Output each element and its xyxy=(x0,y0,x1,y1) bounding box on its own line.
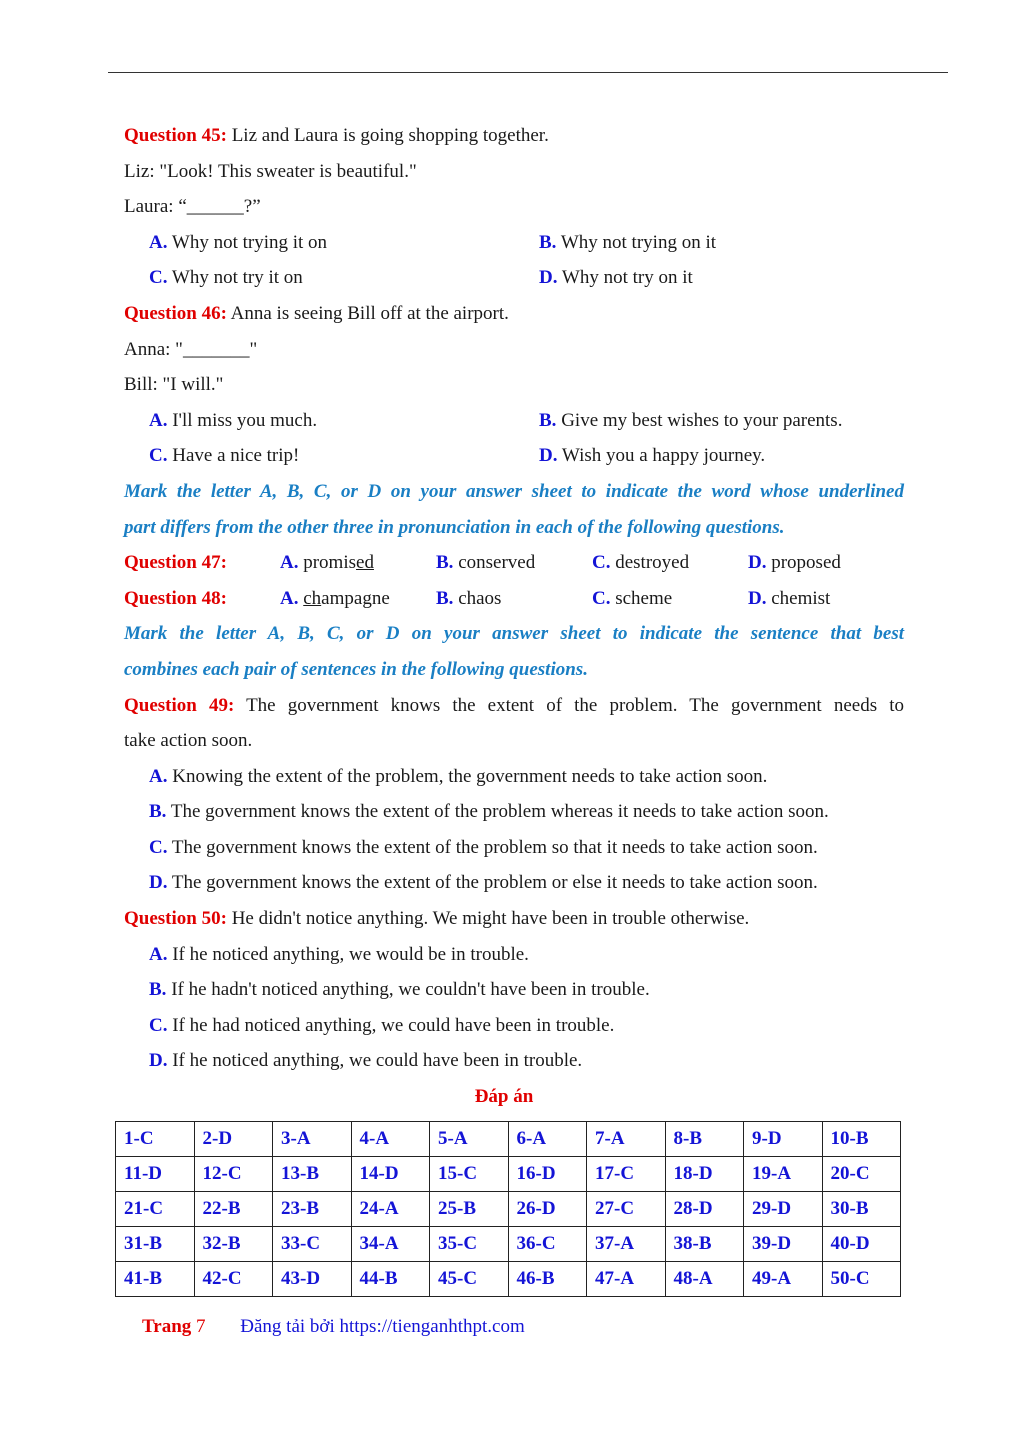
answer-cell: 23-B xyxy=(273,1192,352,1227)
option-a: A. champagne xyxy=(280,587,390,609)
answer-cell: 35-C xyxy=(430,1227,509,1262)
option-c: C. Why not try it on xyxy=(149,267,303,289)
option-c: C. If he had noticed anything, we could have been in trouble. xyxy=(149,1014,615,1036)
options-row xyxy=(124,403,904,439)
option-d: D. Why not try on it xyxy=(539,267,693,289)
options-row xyxy=(124,260,904,296)
answer-cell: 11-D xyxy=(116,1157,195,1192)
answer-cell: 24-A xyxy=(351,1192,430,1227)
answer-cell: 6-A xyxy=(508,1122,587,1157)
answer-cell: 37-A xyxy=(587,1227,666,1262)
answer-cell: 2-D xyxy=(194,1122,273,1157)
question-48 xyxy=(124,581,904,617)
question-50 xyxy=(124,901,904,937)
answer-cell: 47-A xyxy=(587,1262,666,1297)
answer-cell: 13-B xyxy=(273,1157,352,1192)
answer-cell: 27-C xyxy=(587,1192,666,1227)
answer-cell: 12-C xyxy=(194,1157,273,1192)
answer-cell: 43-D xyxy=(273,1262,352,1297)
question-label: Question 49: xyxy=(124,694,235,716)
option-d: D. chemist xyxy=(748,587,831,609)
answer-cell: 49-A xyxy=(744,1262,823,1297)
answer-key-title: Đáp án xyxy=(474,1086,534,1108)
answer-cell: 46-B xyxy=(508,1262,587,1297)
section-instruction: Mark the letter A, B, C, or D on your answer sheet to indicate the sentence that best combines each pair of sentences in the following questions. xyxy=(124,623,904,680)
option-b: B. chaos xyxy=(436,587,502,609)
question-label: Question 50: xyxy=(124,908,227,930)
answer-cell: 7-A xyxy=(587,1122,666,1157)
question-text: Liz and Laura is going shopping together. xyxy=(226,125,549,146)
option-a: A. If he noticed anything, we would be in trouble. xyxy=(149,943,529,965)
option-a: A. promised xyxy=(280,552,374,574)
document-body xyxy=(124,118,904,1115)
answer-cell: 3-A xyxy=(273,1122,352,1157)
dialogue-line: Liz: "Look! This sweater is beautiful." xyxy=(124,160,417,182)
answer-cell: 39-D xyxy=(744,1227,823,1262)
answer-cell: 31-B xyxy=(116,1227,195,1262)
answer-cell: 21-C xyxy=(116,1192,195,1227)
answer-cell: 29-D xyxy=(744,1192,823,1227)
answer-cell: 22-B xyxy=(194,1192,273,1227)
question-label: Question 46: xyxy=(124,302,227,324)
answer-cell: 10-B xyxy=(822,1122,901,1157)
question-label: Question 48: xyxy=(124,587,227,609)
answer-cell: 5-A xyxy=(430,1122,509,1157)
header-rule xyxy=(108,72,948,73)
page-footer xyxy=(142,1316,525,1338)
answer-cell: 18-D xyxy=(665,1157,744,1192)
option-a: A. Why not trying it on xyxy=(149,231,328,253)
option-a: A. I'll miss you much. xyxy=(149,409,318,431)
answer-cell: 9-D xyxy=(744,1122,823,1157)
question-label: Question 47: xyxy=(124,552,227,574)
answer-cell: 19-A xyxy=(744,1157,823,1192)
answer-cell: 34-A xyxy=(351,1227,430,1262)
answer-cell: 42-C xyxy=(194,1262,273,1297)
answer-cell: 28-D xyxy=(665,1192,744,1227)
answer-cell: 26-D xyxy=(508,1192,587,1227)
question-text-continued: take action soon. xyxy=(124,730,253,752)
options-row xyxy=(124,225,904,261)
question-49 xyxy=(124,688,904,724)
answer-cell: 45-C xyxy=(430,1262,509,1297)
options-row xyxy=(124,438,904,474)
answer-row xyxy=(116,1157,901,1192)
page-label: Trang xyxy=(142,1316,192,1337)
answer-cell: 1-C xyxy=(116,1122,195,1157)
question-label: Question 45: xyxy=(124,125,227,146)
answer-cell: 50-C xyxy=(822,1262,901,1297)
answer-cell: 8-B xyxy=(665,1122,744,1157)
question-text: He didn't notice anything. We might have been in trouble otherwise. xyxy=(226,908,750,930)
dialogue-line: Laura: “______?” xyxy=(124,196,261,218)
answer-cell: 40-D xyxy=(822,1227,901,1262)
answer-row xyxy=(116,1262,901,1297)
answer-cell: 17-C xyxy=(587,1157,666,1192)
question-46 xyxy=(124,296,904,332)
option-b: B. Why not trying on it xyxy=(539,231,716,253)
question-47 xyxy=(124,545,904,581)
option-c: C. Have a nice trip! xyxy=(149,445,300,467)
option-d: D. Wish you a happy journey. xyxy=(539,445,766,467)
answer-cell: 4-A xyxy=(351,1122,430,1157)
answer-cell: 36-C xyxy=(508,1227,587,1262)
answer-cell: 44-B xyxy=(351,1262,430,1297)
dialogue-line: Anna: "_______" xyxy=(124,338,258,360)
answer-key-table xyxy=(115,1121,901,1297)
answer-cell: 25-B xyxy=(430,1192,509,1227)
answer-cell: 38-B xyxy=(665,1227,744,1262)
underlined-part: ed xyxy=(356,552,374,574)
underlined-part: ch xyxy=(303,587,322,609)
option-c: C. destroyed xyxy=(592,552,690,574)
option-d: D. The government knows the extent of the problem or else it needs to take action soon. xyxy=(149,872,818,894)
answer-cell: 14-D xyxy=(351,1157,430,1192)
option-d: D. proposed xyxy=(748,552,841,574)
answer-row xyxy=(116,1227,901,1262)
question-45 xyxy=(124,118,904,154)
section-instruction: Mark the letter A, B, C, or D on your answer sheet to indicate the word whose underlined part differs from the other three in pronunciation in each of the following questions. xyxy=(124,480,904,538)
answer-cell: 30-B xyxy=(822,1192,901,1227)
page-number: 7 xyxy=(196,1316,206,1337)
option-d: D. If he noticed anything, we could have been in trouble. xyxy=(149,1050,583,1072)
answer-cell: 20-C xyxy=(822,1157,901,1192)
option-a: A. Knowing the extent of the problem, the government needs to take action soon. xyxy=(149,765,768,787)
answer-cell: 33-C xyxy=(273,1227,352,1262)
answer-row xyxy=(116,1192,901,1227)
option-b: B. The government knows the extent of the problem whereas it needs to take action soon. xyxy=(149,801,829,823)
answer-cell: 15-C xyxy=(430,1157,509,1192)
answer-cell: 16-D xyxy=(508,1157,587,1192)
option-b: B. If he hadn't noticed anything, we couldn't have been in trouble. xyxy=(149,979,650,1001)
option-c: C. scheme xyxy=(592,587,673,609)
question-text: Anna is seeing Bill off at the airport. xyxy=(226,302,509,324)
option-b: B. Give my best wishes to your parents. xyxy=(539,409,843,431)
uploaded-by-link[interactable]: Đăng tải bởi https://tienganhthpt.com xyxy=(240,1316,525,1337)
answer-cell: 32-B xyxy=(194,1227,273,1262)
answer-cell: 48-A xyxy=(665,1262,744,1297)
option-b: B. conserved xyxy=(436,552,536,574)
option-c: C. The government knows the extent of the problem so that it needs to take action soon. xyxy=(149,836,818,858)
answer-row xyxy=(116,1122,901,1157)
dialogue-line: Bill: "I will." xyxy=(124,374,224,396)
answer-cell: 41-B xyxy=(116,1262,195,1297)
question-text: The government knows the extent of the problem. The government needs to xyxy=(234,694,904,716)
